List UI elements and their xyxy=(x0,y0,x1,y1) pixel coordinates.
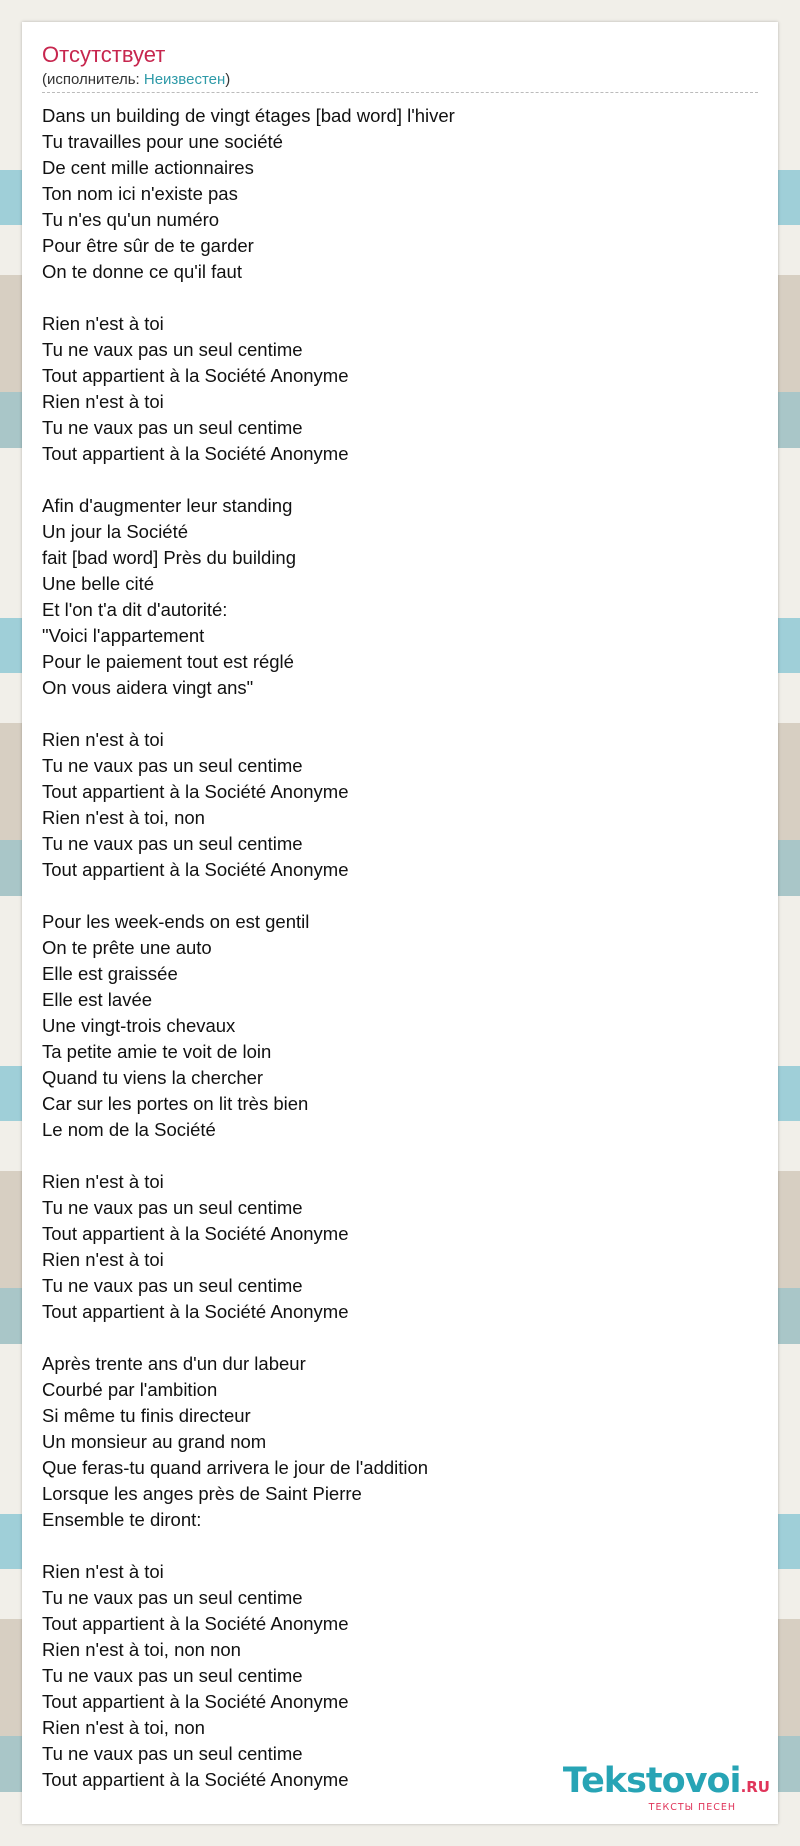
lyric-line: Rien n'est à toi xyxy=(42,729,164,750)
lyric-line: Tout appartient à la Société Anonyme xyxy=(42,1691,349,1712)
lyric-line: Un monsieur au grand nom xyxy=(42,1431,267,1452)
artist-line xyxy=(42,72,230,87)
stanza-break xyxy=(42,285,762,311)
lyric-line: "Voici l'appartement xyxy=(42,625,205,646)
site-logo[interactable] xyxy=(540,1761,770,1824)
lyric-line: Tu n'es qu'un numéro xyxy=(42,209,220,230)
lyric-line: Tout appartient à la Société Anonyme xyxy=(42,1301,349,1322)
lyric-line: Rien n'est à toi xyxy=(42,391,164,412)
lyric-line: Rien n'est à toi, non xyxy=(42,807,205,828)
lyric-line: Tu ne vaux pas un seul centime xyxy=(42,339,303,360)
lyric-line: Tu ne vaux pas un seul centime xyxy=(42,1665,303,1686)
lyric-line: Rien n'est à toi, non non xyxy=(42,1639,241,1660)
lyric-line: Elle est graissée xyxy=(42,963,178,984)
lyric-line: Courbé par l'ambition xyxy=(42,1379,218,1400)
lyric-line: Le nom de la Société xyxy=(42,1119,216,1140)
lyric-line: Et l'on t'a dit d'autorité: xyxy=(42,599,228,620)
lyric-line: Tout appartient à la Société Anonyme xyxy=(42,365,349,386)
stanza-break xyxy=(42,1143,762,1169)
logo-wordmark xyxy=(562,1761,770,1801)
lyric-line: On te prête une auto xyxy=(42,937,212,958)
lyric-line: Tu ne vaux pas un seul centime xyxy=(42,1275,303,1296)
stanza-break xyxy=(42,1533,762,1559)
lyric-line: Une belle cité xyxy=(42,573,155,594)
song-title: Отсутствует xyxy=(42,42,166,67)
lyric-line: Rien n'est à toi xyxy=(42,1171,164,1192)
lyric-line: Une vingt-trois chevaux xyxy=(42,1015,236,1036)
lyric-line: Ton nom ici n'existe pas xyxy=(42,183,238,204)
lyric-line: Dans un building de vingt étages [bad word] l'hiver xyxy=(42,105,455,126)
logo-brand: Tekstovoi xyxy=(562,1761,741,1801)
lyric-line: Tout appartient à la Société Anonyme xyxy=(42,1769,349,1790)
artist-suffix: ) xyxy=(225,71,231,88)
lyric-line: Tout appartient à la Société Anonyme xyxy=(42,781,349,802)
lyric-line: Pour les week-ends on est gentil xyxy=(42,911,310,932)
lyric-line: Quand tu viens la chercher xyxy=(42,1067,264,1088)
lyric-line: Tu ne vaux pas un seul centime xyxy=(42,1197,303,1218)
lyric-line: Tout appartient à la Société Anonyme xyxy=(42,443,349,464)
lyric-line: Pour être sûr de te garder xyxy=(42,235,254,256)
lyric-line: Tu ne vaux pas un seul centime xyxy=(42,755,303,776)
lyrics-body xyxy=(42,103,762,1793)
lyric-line: Ensemble te diront: xyxy=(42,1509,202,1530)
lyrics-card xyxy=(22,22,778,1824)
lyric-line: Tu ne vaux pas un seul centime xyxy=(42,1743,303,1764)
lyric-line: Rien n'est à toi xyxy=(42,1249,164,1270)
lyric-line: Un jour la Société xyxy=(42,521,189,542)
lyric-line: Pour le paiement tout est réglé xyxy=(42,651,294,672)
lyric-line: Tu ne vaux pas un seul centime xyxy=(42,1587,303,1608)
lyric-line: Tu ne vaux pas un seul centime xyxy=(42,833,303,854)
lyric-line: Car sur les portes on lit très bien xyxy=(42,1093,309,1114)
lyric-line: Si même tu finis directeur xyxy=(42,1405,251,1426)
header-divider xyxy=(42,92,758,93)
lyric-line: Elle est lavée xyxy=(42,989,153,1010)
stanza-break xyxy=(42,701,762,727)
lyric-line: Après trente ans d'un dur labeur xyxy=(42,1353,306,1374)
lyric-line: Tu travailles pour une société xyxy=(42,131,283,152)
lyric-line: Afin d'augmenter leur standing xyxy=(42,495,293,516)
lyric-line: Lorsque les anges près de Saint Pierre xyxy=(42,1483,362,1504)
lyric-line: Rien n'est à toi, non xyxy=(42,1717,205,1738)
lyric-line: Rien n'est à toi xyxy=(42,1561,164,1582)
stanza-break xyxy=(42,467,762,493)
lyric-line: On vous aidera vingt ans" xyxy=(42,677,254,698)
lyric-line: Tout appartient à la Société Anonyme xyxy=(42,1223,349,1244)
stanza-break xyxy=(42,883,762,909)
lyric-line: Ta petite amie te voit de loin xyxy=(42,1041,272,1062)
logo-tld: .RU xyxy=(740,1778,770,1796)
artist-prefix: (исполнитель: xyxy=(42,71,144,88)
lyric-line: Tout appartient à la Société Anonyme xyxy=(42,859,349,880)
lyric-line: fait [bad word] Près du building xyxy=(42,547,297,568)
stanza-break xyxy=(42,1325,762,1351)
lyric-line: Rien n'est à toi xyxy=(42,313,164,334)
artist-link[interactable]: Неизвестен xyxy=(143,71,226,88)
lyric-line: Tout appartient à la Société Anonyme xyxy=(42,1613,349,1634)
logo-tagline: ТЕКСТЫ ПЕСЕН xyxy=(648,1802,736,1813)
lyric-line: Tu ne vaux pas un seul centime xyxy=(42,417,303,438)
lyric-line: De cent mille actionnaires xyxy=(42,157,254,178)
lyric-line: On te donne ce qu'il faut xyxy=(42,261,242,282)
lyric-line: Que feras-tu quand arrivera le jour de l'addition xyxy=(42,1457,429,1478)
